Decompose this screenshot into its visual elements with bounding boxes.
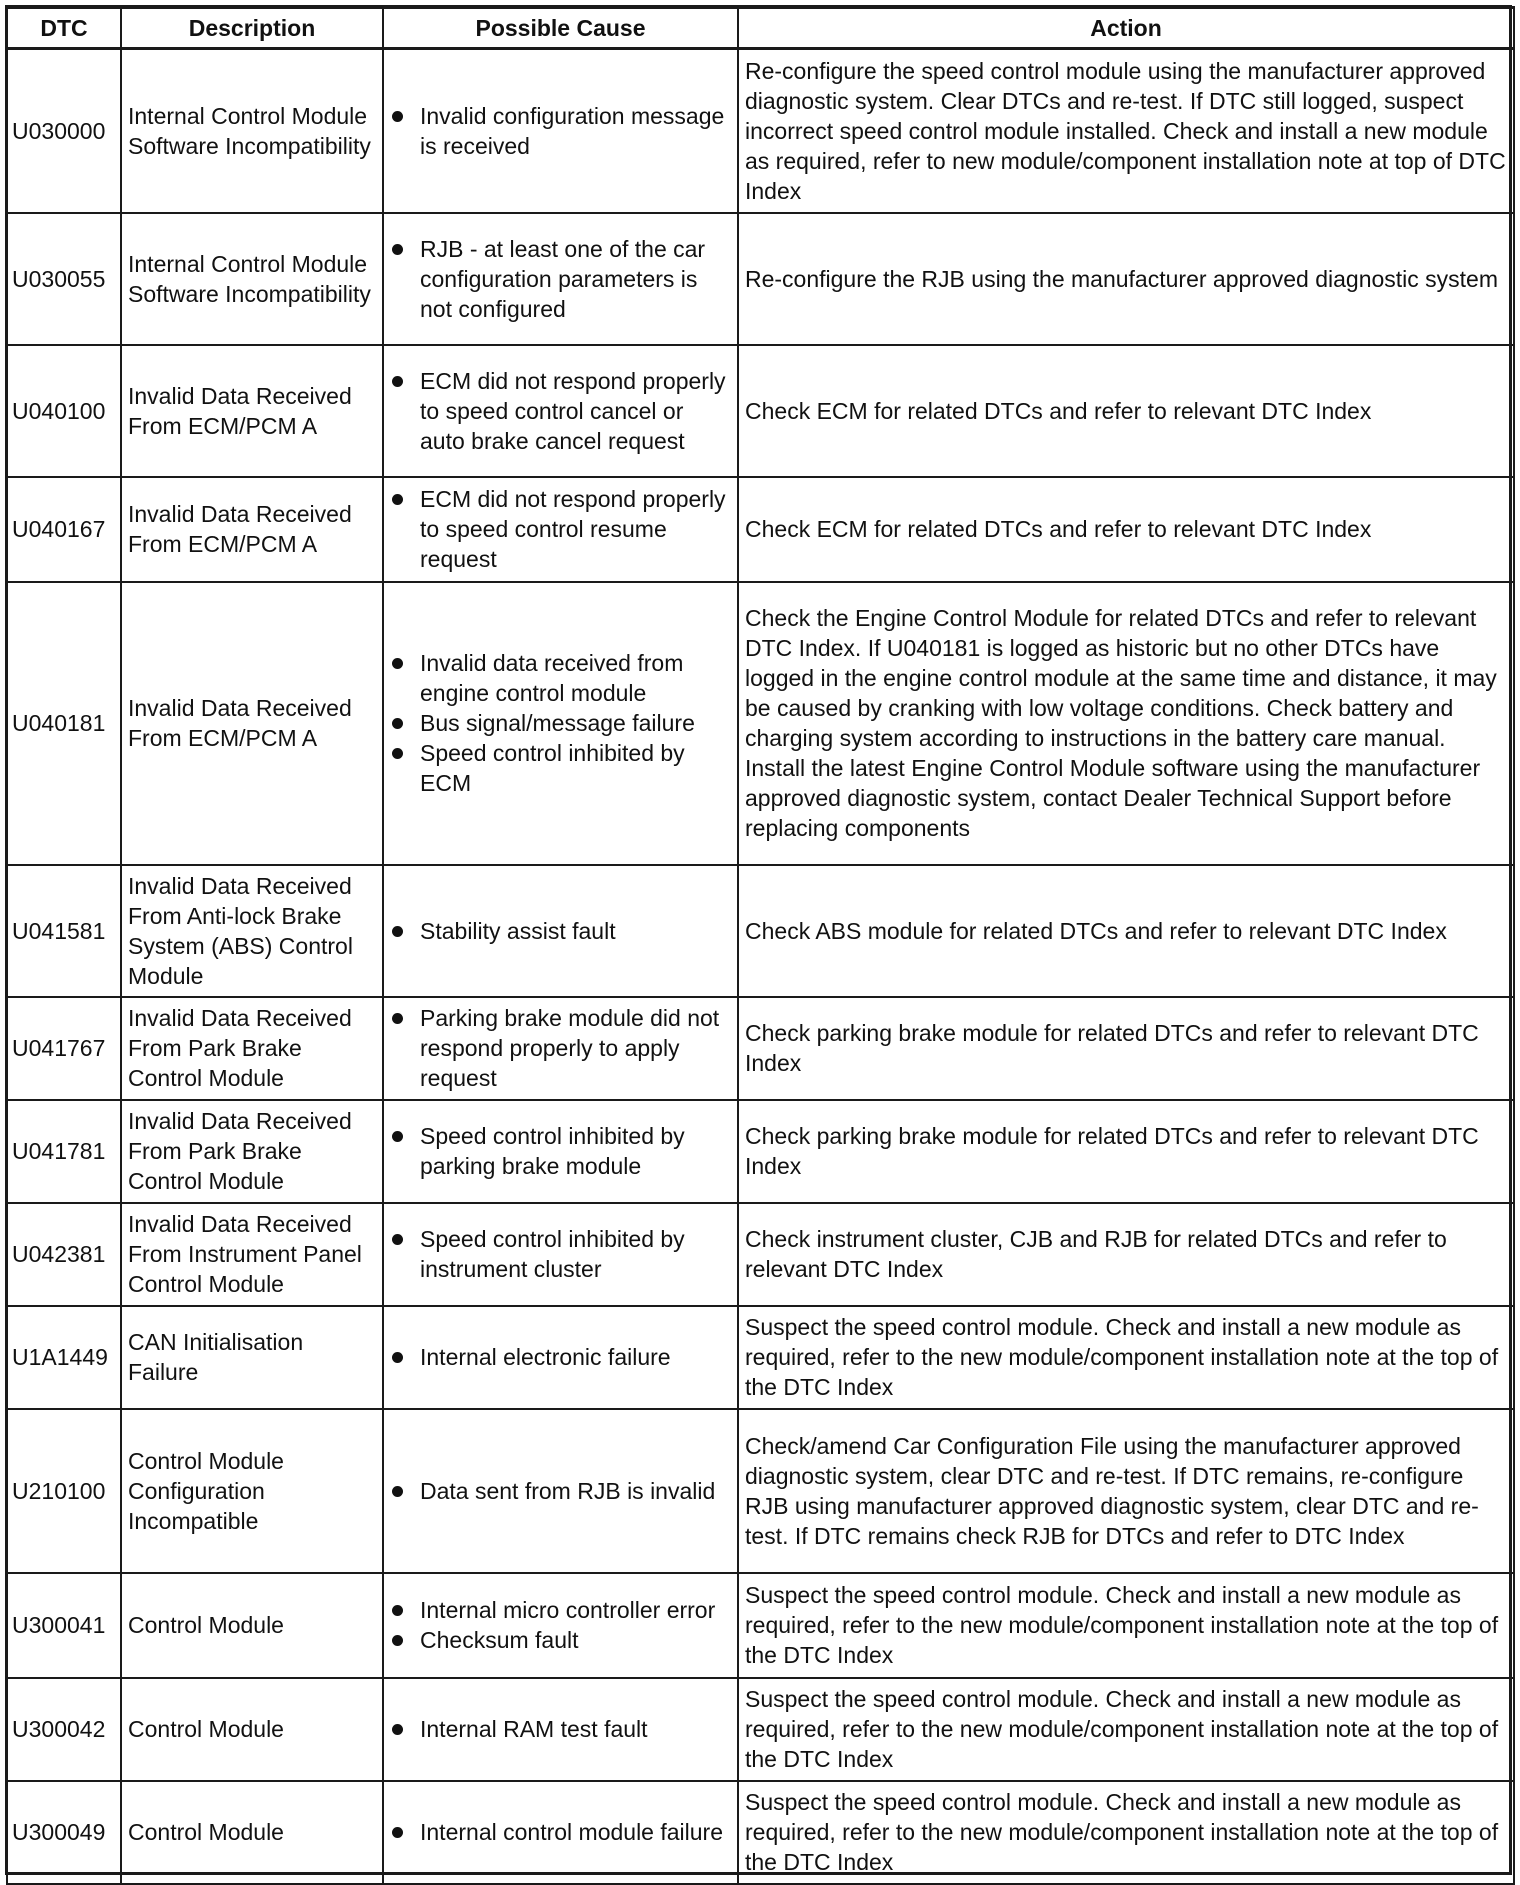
- table-row: [7, 49, 1514, 213]
- dtc-description: Invalid Data Received From Instrument Panel Control Module: [121, 1203, 383, 1306]
- cause-item: Speed control inhibited by ECM: [390, 738, 731, 798]
- cause-item: ECM did not respond properly to speed control cancel or auto brake cancel request: [390, 366, 731, 456]
- cause-item: Invalid data received from engine control module: [390, 648, 731, 708]
- cause-item: Parking brake module did not respond properly to apply request: [390, 1003, 731, 1093]
- possible-cause-cell: [383, 865, 738, 997]
- dtc-description: Invalid Data Received From ECM/PCM A: [121, 345, 383, 477]
- possible-cause-cell: [383, 1678, 738, 1781]
- possible-cause-cell: [383, 1781, 738, 1884]
- possible-cause-cell: [383, 997, 738, 1100]
- table-row: [7, 213, 1514, 345]
- dtc-table: [6, 6, 1515, 1885]
- action-text: Check parking brake module for related DTCs and refer to relevant DTC Index: [738, 997, 1514, 1100]
- cause-list: [390, 1476, 731, 1506]
- dtc-description: Control Module: [121, 1573, 383, 1678]
- cause-list: [390, 916, 731, 946]
- dtc-code: U041781: [7, 1100, 121, 1203]
- cause-item: Speed control inhibited by parking brake module: [390, 1121, 731, 1181]
- possible-cause-cell: [383, 345, 738, 477]
- cause-item: Internal control module failure: [390, 1817, 731, 1847]
- cause-item: Internal electronic failure: [390, 1342, 731, 1372]
- action-text: Check instrument cluster, CJB and RJB for related DTCs and refer to relevant DTC Index: [738, 1203, 1514, 1306]
- dtc-code: U030000: [7, 49, 121, 213]
- possible-cause-cell: [383, 1409, 738, 1573]
- possible-cause-cell: [383, 477, 738, 582]
- dtc-code: U042381: [7, 1203, 121, 1306]
- action-text: Check the Engine Control Module for related DTCs and refer to relevant DTC Index. If U040181 is logged as historic but no other DTCs have logged in the engine control module at the same time and distance, it may be caused by cranking with low voltage conditions. Check battery and charging system according to instructions in the battery care manual. Install the latest Engine Control Module software using the manufacturer approved diagnostic system, contact Dealer Technical Support before replacing components: [738, 582, 1514, 865]
- dtc-description: Invalid Data Received From Park Brake Control Module: [121, 1100, 383, 1203]
- dtc-description: Invalid Data Received From Park Brake Control Module: [121, 997, 383, 1100]
- possible-cause-cell: [383, 213, 738, 345]
- cause-list: [390, 1817, 731, 1847]
- cause-list: [390, 1595, 731, 1655]
- dtc-description: Internal Control Module Software Incompatibility: [121, 213, 383, 345]
- action-text: Check parking brake module for related DTCs and refer to relevant DTC Index: [738, 1100, 1514, 1203]
- dtc-code: U041767: [7, 997, 121, 1100]
- action-text: Check ECM for related DTCs and refer to relevant DTC Index: [738, 477, 1514, 582]
- dtc-description: Control Module: [121, 1781, 383, 1884]
- dtc-code: U030055: [7, 213, 121, 345]
- header-possible-cause: Possible Cause: [383, 8, 738, 49]
- table-row: [7, 1678, 1514, 1781]
- action-text: Suspect the speed control module. Check and install a new module as required, refer to the new module/component installation note at the top of the DTC Index: [738, 1306, 1514, 1409]
- table-row: [7, 1203, 1514, 1306]
- header-row: [7, 8, 1514, 49]
- cause-item: ECM did not respond properly to speed control resume request: [390, 484, 731, 574]
- cause-list: [390, 101, 731, 161]
- cause-item: Bus signal/message failure: [390, 708, 731, 738]
- table-row: [7, 477, 1514, 582]
- header-action: Action: [738, 8, 1514, 49]
- table-row: [7, 345, 1514, 477]
- cause-list: [390, 1121, 731, 1181]
- cause-item: Internal RAM test fault: [390, 1714, 731, 1744]
- cause-list: [390, 484, 731, 574]
- dtc-description: Invalid Data Received From Anti-lock Brake System (ABS) Control Module: [121, 865, 383, 997]
- possible-cause-cell: [383, 49, 738, 213]
- dtc-description: Invalid Data Received From ECM/PCM A: [121, 477, 383, 582]
- cause-item: Data sent from RJB is invalid: [390, 1476, 731, 1506]
- header-dtc: DTC: [7, 8, 121, 49]
- table-row: [7, 1573, 1514, 1678]
- table-row: [7, 1100, 1514, 1203]
- cause-item: RJB - at least one of the car configuration parameters is not configured: [390, 234, 731, 324]
- action-text: Check ABS module for related DTCs and refer to relevant DTC Index: [738, 865, 1514, 997]
- table-row: [7, 1781, 1514, 1884]
- dtc-code: U040100: [7, 345, 121, 477]
- cause-list: [390, 234, 731, 324]
- cause-item: Stability assist fault: [390, 916, 731, 946]
- action-text: Suspect the speed control module. Check and install a new module as required, refer to the new module/component installation note at the top of the DTC Index: [738, 1781, 1514, 1884]
- dtc-code: U1A1449: [7, 1306, 121, 1409]
- dtc-code: U040167: [7, 477, 121, 582]
- dtc-description: Invalid Data Received From ECM/PCM A: [121, 582, 383, 865]
- table-row: [7, 582, 1514, 865]
- cause-item: Internal micro controller error: [390, 1595, 731, 1625]
- header-description: Description: [121, 8, 383, 49]
- cause-list: [390, 1714, 731, 1744]
- table-body: [7, 49, 1514, 1884]
- possible-cause-cell: [383, 1573, 738, 1678]
- cause-list: [390, 366, 731, 456]
- possible-cause-cell: [383, 1100, 738, 1203]
- table-row: [7, 997, 1514, 1100]
- table-row: [7, 1306, 1514, 1409]
- cause-item: Invalid configuration message is received: [390, 101, 731, 161]
- table-row: [7, 1409, 1514, 1573]
- dtc-code: U040181: [7, 582, 121, 865]
- dtc-code: U300042: [7, 1678, 121, 1781]
- cause-list: [390, 1003, 731, 1093]
- cause-item: Speed control inhibited by instrument cluster: [390, 1224, 731, 1284]
- possible-cause-cell: [383, 1306, 738, 1409]
- possible-cause-cell: [383, 1203, 738, 1306]
- dtc-description: CAN Initialisation Failure: [121, 1306, 383, 1409]
- cause-list: [390, 648, 731, 798]
- dtc-code: U300041: [7, 1573, 121, 1678]
- dtc-code: U041581: [7, 865, 121, 997]
- action-text: Re-configure the speed control module using the manufacturer approved diagnostic system. Clear DTCs and re-test. If DTC still logged, suspect incorrect speed control module installed. Check and install a new module as required, refer to new module/component installation note at top of DTC Index: [738, 49, 1514, 213]
- table-row: [7, 865, 1514, 997]
- cause-list: [390, 1342, 731, 1372]
- action-text: Check ECM for related DTCs and refer to relevant DTC Index: [738, 345, 1514, 477]
- dtc-description: Control Module: [121, 1678, 383, 1781]
- dtc-code: U300049: [7, 1781, 121, 1884]
- dtc-code: U210100: [7, 1409, 121, 1573]
- cause-list: [390, 1224, 731, 1284]
- action-text: Check/amend Car Configuration File using the manufacturer approved diagnostic system, clear DTC and re-test. If DTC remains, re-configure RJB using manufacturer approved diagnostic system, clear DTC and re-test. If DTC remains check RJB for DTCs and refer to DTC Index: [738, 1409, 1514, 1573]
- action-text: Suspect the speed control module. Check and install a new module as required, refer to the new module/component installation note at the top of the DTC Index: [738, 1573, 1514, 1678]
- dtc-description: Control Module Configuration Incompatible: [121, 1409, 383, 1573]
- action-text: Re-configure the RJB using the manufacturer approved diagnostic system: [738, 213, 1514, 345]
- possible-cause-cell: [383, 582, 738, 865]
- action-text: Suspect the speed control module. Check and install a new module as required, refer to the new module/component installation note at the top of the DTC Index: [738, 1678, 1514, 1781]
- cause-item: Checksum fault: [390, 1625, 731, 1655]
- dtc-description: Internal Control Module Software Incompatibility: [121, 49, 383, 213]
